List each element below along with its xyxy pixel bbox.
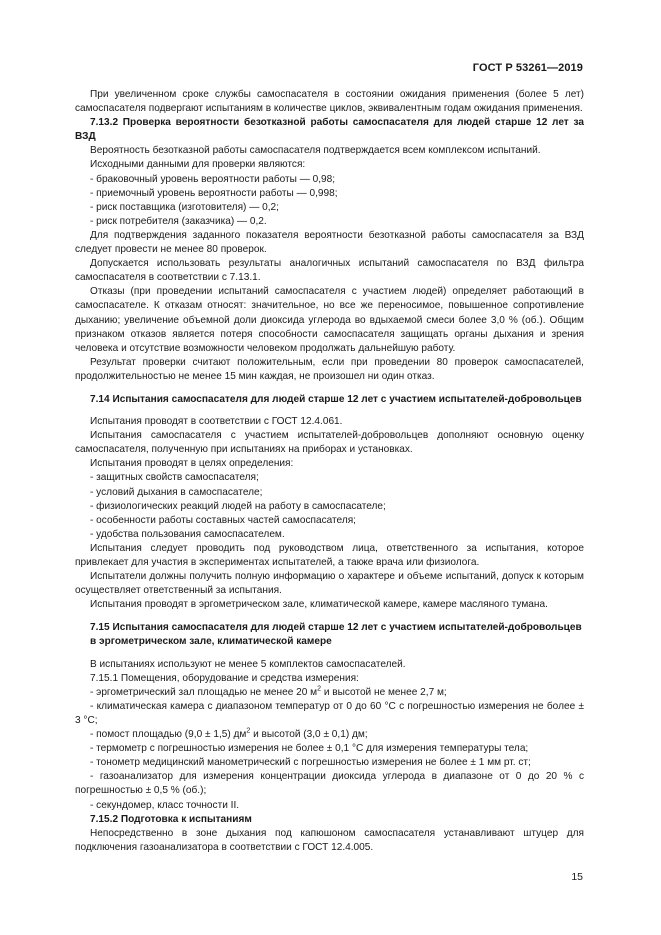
paragraph: 7.15.1 Помещения, оборудование и средства измерения: [90, 672, 359, 684]
list-item: - условий дыхания в самоспасателе; [90, 486, 263, 498]
paragraph: Результат проверки считают положительным, если при проведении 80 проверок самоспасателей, продолжительностью не менее 15 мин каждая, не произошел ни один отказ. [75, 356, 584, 382]
list-item: - газоанализатор для измерения концентрации диоксида углерода в диапазоне от 0 до 20 % с погрешностью ± 0,5 % (об.); [75, 771, 584, 797]
list-item: - защитных свойств самоспасателя; [90, 472, 259, 484]
paragraph: Вероятность безотказной работы самоспасателя подтверждается всем комплексом испытаний. [90, 145, 541, 157]
list-item: - приемочный уровень вероятности работы — 0,998; [90, 187, 338, 199]
section-heading-7-15: 7.15 Испытания самоспасателя для людей старше 12 лет с участием испытателей-добровольцев в эргометрическом зале, климатической камере [90, 622, 582, 648]
list-item: - риск поставщика (изготовителя) — 0,2; [90, 201, 279, 213]
paragraph: Испытания самоспасателя с участием испытателей-добровольцев дополняют основную оценку самоспасателя, полученную при испытаниях на приборах и установках. [75, 430, 584, 456]
standard-header: ГОСТ Р 53261—2019 [472, 62, 583, 74]
paragraph: Испытатели должны получить полную информацию о характере и объеме испытаний, допуск к которым осуществляет ответственный за испытания. [75, 571, 584, 597]
paragraph: Отказы (при проведении испытаний самоспасателя с участием людей) определяет работающий в самоспасателе. К отказам относят: значительное, но все же переносимое, повышенное сопротивление дыханию; увеличение объемной доли диоксида углерода во вдыхаемой смеси более 3,0 % (об.). Общим признаком отказов является потеря способности самоспасателя защищать органы дыхания и зрения человека и отсутствие возможности человеком продолжать дальнейшую работу. [75, 286, 584, 354]
list-item: - термометр с погрешностью измерения не более ± 0,1 °С для измерения температуры тела; [90, 743, 529, 755]
list-item: - эргометрический зал площадью не менее 20 $м^2$ и высотой не менее 2,7 м; [90, 685, 447, 698]
list-item: - помост площадью (9,0 ± 1,5) $дм^2$ и высотой (3,0 ± 0,1) дм; [90, 727, 368, 741]
subsection-heading-7-13-2: 7.13.2 Проверка вероятности безотказной работы самоспасателя для людей старше 12 лет за ВЗД [75, 117, 584, 143]
paragraph: Испытания проводят в целях определения: [90, 458, 294, 470]
paragraph: В испытаниях используют не менее 5 комплектов самоспасателей. [90, 658, 406, 670]
list-item: - риск потребителя (заказчика) — 0,2. [90, 215, 267, 227]
section-heading-7-14: 7.14 Испытания самоспасателя для людей старше 12 лет с участием испытателей-добровольцев [90, 393, 582, 405]
paragraph: Для подтверждения заданного показателя вероятности безотказной работы самоспасателя за ВЗД следует провести не менее 80 проверок. [75, 229, 584, 256]
paragraph: Исходными данными для проверки являются: [90, 159, 306, 171]
document-body [75, 88, 584, 855]
paragraph: Испытания проводят в эргометрическом зале, климатической камере, камере масляного тумана. [90, 599, 548, 611]
paragraph: Непосредственно в зоне дыхания под капюшоном самоспасателя устанавливают штуцер для подключения газоанализатора в соответствии с ГОСТ 12.4.005. [75, 827, 584, 853]
page-number: 15 [571, 871, 583, 883]
subsection-heading-7-15-2: 7.15.2 Подготовка к испытаниям [90, 813, 252, 825]
paragraph: Испытания следует проводить под руководством лица, ответственного за испытания, которое привлекает для участия в экспериментах испытателей, а также врача или физиолога. [75, 542, 584, 568]
paragraph: При увеличенном сроке службы самоспасателя в состоянии ожидания применения (более 5 лет) самоспасателя подвергают испытаниям в количестве циклов, эквивалентным годам ожидания применения. [75, 89, 584, 115]
list-item: - удобства пользования самоспасателем. [90, 528, 285, 540]
list-item: - секундомер, класс точности II. [90, 799, 240, 811]
list-item: - физиологических реакций людей на работу в самоспасателе; [90, 500, 386, 512]
list-item: - тонометр медицинский манометрический с погрешностью измерения не более ± 1 мм рт. ст; [90, 757, 531, 769]
paragraph: Испытания проводят в соответствии с ГОСТ 12.4.061. [90, 416, 343, 428]
list-item: - браковочный уровень вероятности работы — 0,98; [90, 173, 336, 185]
list-item: - климатическая камера с диапазоном температур от 0 до 60 °С с погрешностью измерения не более ± 3 °С; [75, 700, 584, 726]
list-item: - особенности работы составных частей самоспасателя; [90, 514, 356, 526]
paragraph: Допускается использовать результаты аналогичных испытаний самоспасателя по ВЗД фильтра самоспасателя в соответствии с 7.13.1. [75, 258, 584, 284]
